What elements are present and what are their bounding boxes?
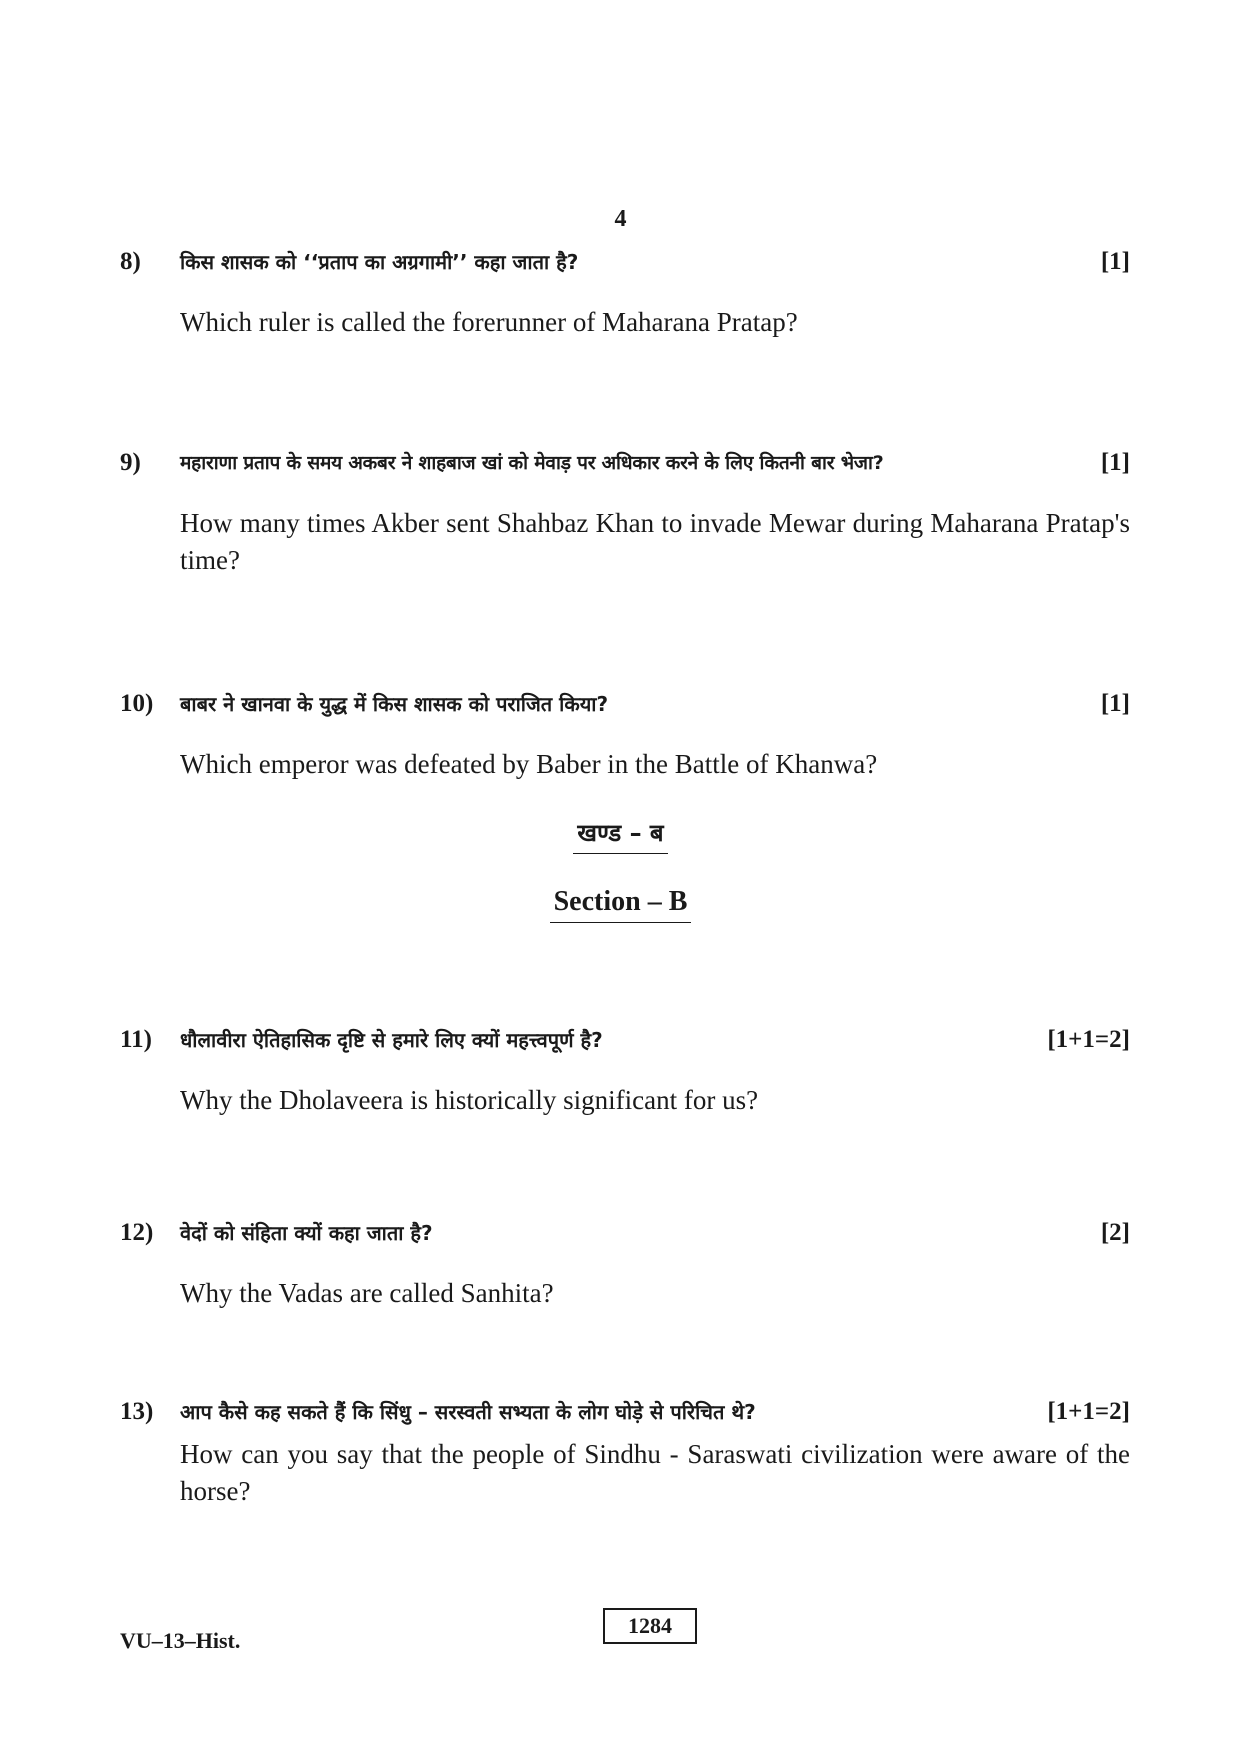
- question-hindi-text: धौलावीरा ऐतिहासिक दृष्टि से हमारे लिए क्यों महत्त्वपूर्ण है?: [180, 1028, 603, 1052]
- question-number: 13): [120, 1398, 154, 1425]
- question-number: 10): [120, 690, 154, 717]
- section-heading-english: Section – B: [0, 886, 1241, 923]
- question-english-text: Which emperor was defeated by Baber in the Battle of Khanwa?: [180, 749, 878, 779]
- question-english-text: Why the Vadas are called Sanhita?: [180, 1278, 554, 1308]
- question-9: [120, 443, 1130, 579]
- question-number: 11): [120, 1026, 152, 1053]
- question-marks: [2]: [1100, 1219, 1130, 1246]
- paper-code: VU–13–Hist.: [120, 1628, 241, 1653]
- section-heading-hindi: खण्ड – ब: [0, 816, 1241, 854]
- question-11: [120, 1020, 1130, 1119]
- question-marks: [1]: [1100, 690, 1130, 717]
- question-13: [120, 1392, 1130, 1510]
- question-english-text: Why the Dholaveera is historically significant for us?: [180, 1085, 759, 1115]
- question-marks: [1+1=2]: [1047, 1398, 1130, 1425]
- paper-serial-box: 1284: [603, 1608, 697, 1644]
- question-number: 8): [120, 248, 141, 275]
- question-marks: [1+1=2]: [1047, 1026, 1130, 1053]
- question-marks: [1]: [1100, 449, 1130, 476]
- question-8: [120, 242, 1130, 341]
- page-number: 4: [614, 206, 627, 232]
- question-12: [120, 1213, 1130, 1312]
- question-number: 12): [120, 1219, 154, 1246]
- question-hindi-text: बाबर ने खानवा के युद्ध में किस शासक को पराजित किया?: [180, 692, 609, 716]
- question-hindi-text: आप कैसे कह सकते हैं कि सिंधु – सरस्वती सभ्यता के लोग घोड़े से परिचित थे?: [180, 1400, 756, 1424]
- question-english-text: Which ruler is called the forerunner of Maharana Pratap?: [180, 307, 798, 337]
- question-hindi-text: महाराणा प्रताप के समय अकबर ने शाहबाज खां को मेवाड़ पर अधिकार करने के लिए कितनी बार भेजा?: [180, 452, 884, 474]
- question-10: [120, 684, 1130, 783]
- question-english-text: How can you say that the people of Sindhu - Saraswati civilization were aware of the horse?: [180, 1439, 1130, 1506]
- question-marks: [1]: [1100, 248, 1130, 275]
- question-hindi-text: किस शासक को ‘‘प्रताप का अग्रगामी’’ कहा जाता है?: [180, 250, 579, 274]
- question-hindi-text: वेदों को संहिता क्यों कहा जाता है?: [180, 1221, 433, 1245]
- question-number: 9): [120, 449, 141, 476]
- question-english-text: How many times Akber sent Shahbaz Khan to invade Mewar during Maharana Pratap's time?: [180, 508, 1130, 575]
